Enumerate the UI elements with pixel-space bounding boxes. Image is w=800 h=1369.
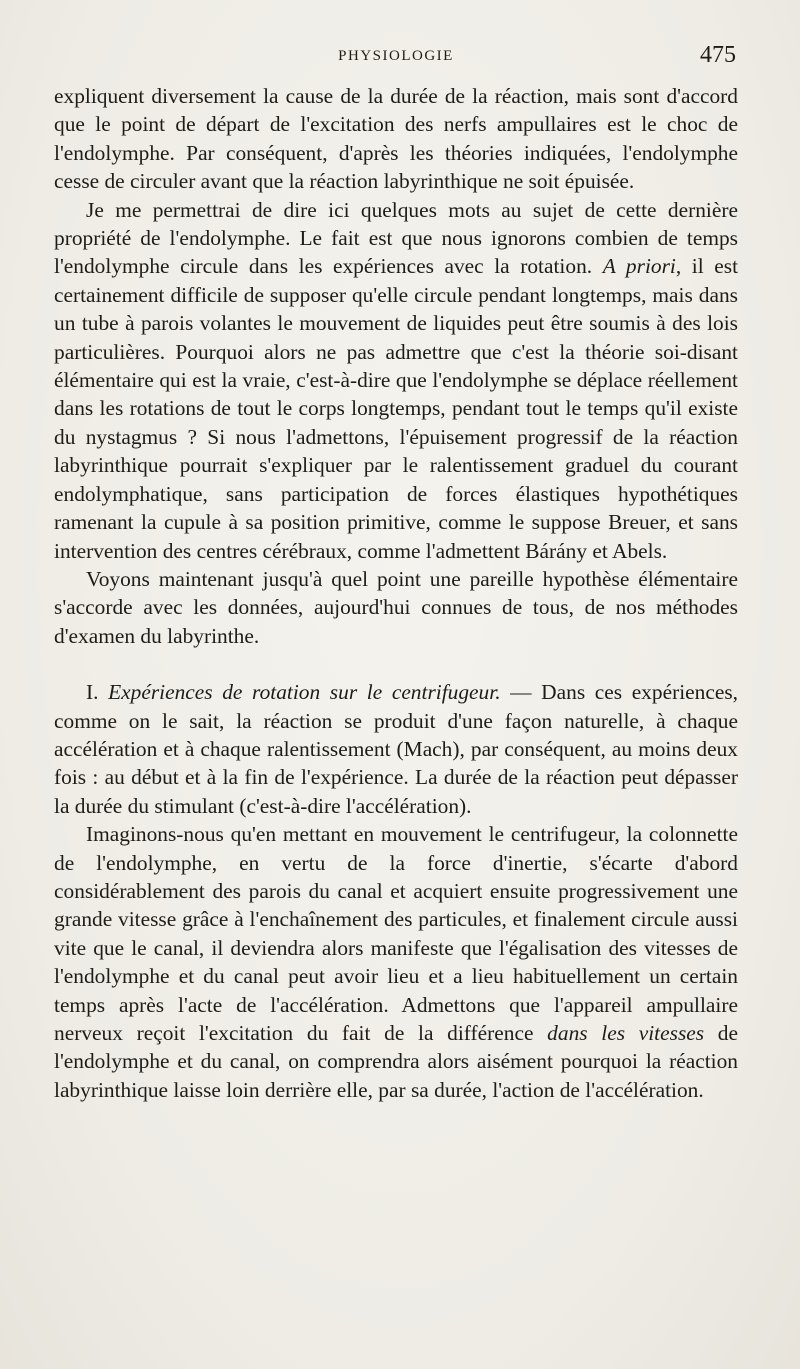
paragraph-2-text-b: , il est certainement difficile de supposer qu'elle circule pendant longtemps, mais dans un tube à parois volantes le mouvement de liquides peut être soumis à des lois particulières. Pourquoi alors ne pas admettre que c'est la théorie soi-disant élémentaire qui est la vraie, c'est-à-dire que l'endolymphe se déplace réellement dans les rotations de tout le corps longtemps, pendant tout le temps qu'il existe du nystagmus ? Si nous l'admettons, l'épuisement progressif de la réaction labyrinthique pourrait s'expliquer par le ralentissement graduel du courant endolymphatique, sans participation de forces élastiques hypothétiques ramenant la cupule à sa position primitive, comme le suppose Breuer, et sans intervention des centres cérébraux, comme l'admettent Bárány et Abels.	[54, 254, 739, 563]
paragraph-2-italic: A priori	[602, 254, 676, 279]
body-text	[54, 82, 738, 1104]
paragraph-5-text-a: Imaginons-nous qu'en mettant en mouvement le centrifugeur, la colonnette de l'endolymphe, en vertu de la force d'inertie, s'écarte d'abord considérablement des parois du canal et acquiert ensuite progressivement une grande vitesse grâce à l'enchaînement des particules, et finalement circule aussi vite que le canal, il deviendra alors manifeste que l'égalisation des vitesses de l'endolymphe et du canal peut avoir lieu et a lieu habituellement un certain temps après l'acte de l'accélération. Admettons que l'appareil ampullaire nerveux reçoit l'excitation du fait de la différence	[54, 822, 738, 1045]
section-paragraph-1	[54, 678, 738, 820]
paragraph-2-text-a: Je me permettrai de dire ici quelques mots au sujet de cette dernière propriété de l'endolymphe. Le fait est que nous ignorons combien de temps l'endolymphe circule dans les expériences avec la rotation.	[54, 197, 738, 279]
running-title: PHYSIOLOGIE	[338, 48, 454, 64]
paragraph-5	[54, 820, 738, 1104]
section-paragraph-1-text: — Dans ces expériences, comme on le sait, la réaction se produit d'une façon naturelle, à chaque accélération et à chaque ralentissement (Mach), par conséquent, au moins deux fois : au début et à la fin de l'expérience. La durée de la réaction peut dépasser la durée du stimulant (c'est-à-dire l'accélération).	[54, 680, 738, 818]
page-number: 475	[700, 42, 736, 68]
paragraph-3-text: Voyons maintenant jusqu'à quel point une pareille hypothèse élémentaire s'accorde avec les données, aujourd'hui connues de tous, de nos méthodes d'examen du labyrinthe.	[54, 566, 738, 648]
paragraph-2	[54, 196, 738, 565]
paragraph-1-text: expliquent diversement la cause de la durée de la réaction, mais sont d'accord que le point de départ de l'excitation des nerfs ampullaires est le choc de l'endolymphe. Par conséquent, d'après les théories indiquées, l'endolymphe cesse de circuler avant que la réaction labyrinthique ne soit épuisée.	[54, 84, 738, 194]
paragraph-5-text-b: de l'endolymphe et du canal, on comprendra alors aisément pourquoi la réaction labyrinthique laisse loin derrière elle, par sa durée, l'action de l'accélération.	[54, 1021, 738, 1102]
section-numeral: I.	[86, 680, 109, 705]
paragraph-3	[54, 565, 738, 650]
section-title: Expériences de rotation sur le centrifugeur.	[108, 680, 501, 705]
paragraph-1	[54, 82, 738, 196]
page-header	[56, 44, 736, 74]
paragraph-5-italic: dans les vitesses	[547, 1021, 705, 1045]
